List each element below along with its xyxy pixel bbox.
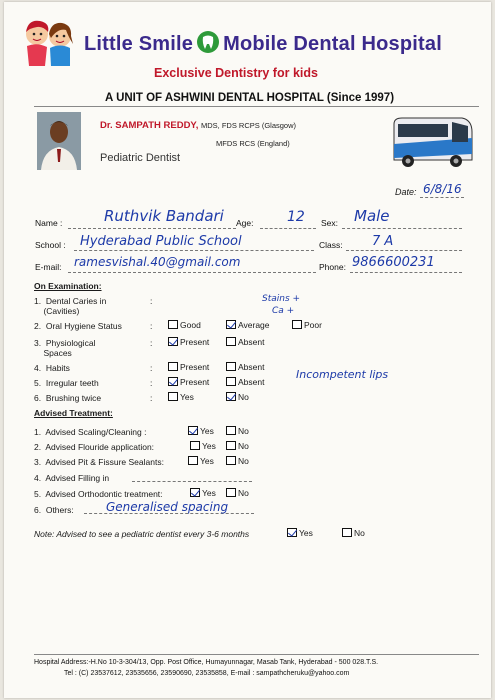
date-line: [420, 197, 464, 198]
habits-absent-checkbox[interactable]: Absent: [226, 362, 264, 372]
exam-item-caries: 1. Dental Caries in (Cavities): [34, 296, 107, 316]
email-label: E-mail:: [35, 262, 62, 272]
age-line: [260, 228, 316, 229]
prescription-sheet: [4, 2, 491, 698]
hygiene-note-calculus: Ca +: [272, 306, 295, 316]
advice-item-sealants: 3. Advised Pit & Fissure Sealants:: [34, 457, 164, 467]
class-line: [346, 250, 462, 251]
doctor-photo: [37, 112, 81, 170]
hygiene-good-checkbox[interactable]: Good: [168, 320, 201, 330]
exam-colon: :: [150, 393, 153, 403]
teeth-absent-checkbox[interactable]: Absent: [226, 377, 264, 387]
class-field[interactable]: 7 A: [372, 234, 394, 249]
kids-logo-icon: [18, 14, 80, 70]
email-line: [68, 272, 316, 273]
header-divider: [34, 106, 479, 107]
exam-item-irregular-teeth: 5. Irregular teeth: [34, 378, 99, 388]
exam-item-brushing: 6. Brushing twice: [34, 393, 102, 403]
hygiene-average-checkbox[interactable]: Average: [226, 320, 270, 330]
sex-label: Sex:: [321, 218, 339, 228]
school-field[interactable]: Hyderabad Public School: [80, 234, 242, 249]
scaling-yes-checkbox[interactable]: Yes: [188, 426, 214, 436]
footer-divider: [34, 654, 479, 655]
spaces-absent-checkbox[interactable]: Absent: [226, 337, 264, 347]
brushing-no-checkbox[interactable]: No: [226, 392, 249, 402]
date-value[interactable]: 6/8/16: [423, 182, 462, 196]
exam-colon: :: [150, 363, 153, 373]
revisit-no-checkbox[interactable]: No: [342, 528, 365, 538]
hygiene-note-stains: Stains +: [262, 294, 301, 304]
orthodontic-no-checkbox[interactable]: No: [226, 488, 249, 498]
mobile-bus-icon: [390, 114, 475, 172]
email-field[interactable]: ramesvishal.40@gmail.com: [74, 255, 241, 269]
revisit-yes-checkbox[interactable]: Yes: [287, 528, 313, 538]
sex-line: [342, 228, 462, 229]
advice-item-others: 6. Others:: [34, 505, 74, 515]
advice-item-fluoride: 2. Advised Flouride application:: [34, 442, 155, 452]
name-field[interactable]: Ruthvik Bandari: [104, 207, 224, 225]
exam-item-hygiene: 2. Oral Hygiene Status: [34, 321, 122, 331]
hospital-address: Hospital Address:-H.No 10-3-304/13, Opp. Post Office, Humayunnagar, Masab Tank, Hyderabad - 500 028.T.S.: [34, 659, 379, 666]
doctor-degrees: MFDS RCS (England): [216, 139, 290, 148]
unit-line: A UNIT OF ASHWINI DENTAL HOSPITAL (Since 1997): [105, 92, 395, 104]
name-label: Name :: [35, 218, 63, 228]
advice-item-orthodontic: 5. Advised Orthodontic treatment:: [34, 489, 163, 499]
phone-line: [350, 272, 462, 273]
filling-line: [132, 481, 252, 482]
hygiene-poor-checkbox[interactable]: Poor: [292, 320, 322, 330]
advice-heading: Advised Treatment:: [34, 408, 113, 418]
exam-item-habits: 4. Habits: [34, 363, 70, 373]
examination-heading: On Examination:: [34, 281, 102, 291]
scaling-no-checkbox[interactable]: No: [226, 426, 249, 436]
school-line: [74, 250, 314, 251]
age-field[interactable]: 12: [287, 209, 305, 225]
name-line: [68, 228, 236, 229]
spaces-present-checkbox[interactable]: Present: [168, 337, 209, 347]
exam-item-spaces: 3. Physiological Spaces: [34, 338, 96, 358]
doctor-role: Pediatric Dentist: [100, 152, 181, 164]
habits-present-checkbox[interactable]: Present: [168, 362, 209, 372]
revisit-note: Note: Advised to see a pediatric dentist every 3-6 months: [34, 529, 250, 539]
doctor-name: Dr. SAMPATH REDDY, MDS, FDS RCPS (Glasgow): [100, 120, 297, 131]
teeth-note: Incompetent lips: [296, 368, 389, 381]
date-label: Date:: [395, 187, 417, 197]
exam-colon: :: [150, 378, 153, 388]
fluoride-yes-checkbox[interactable]: Yes: [190, 441, 216, 451]
advice-item-filling: 4. Advised Filling in: [34, 473, 110, 483]
fluoride-no-checkbox[interactable]: No: [226, 441, 249, 451]
sex-field[interactable]: Male: [354, 207, 390, 225]
teeth-present-checkbox[interactable]: Present: [168, 377, 209, 387]
brushing-yes-checkbox[interactable]: Yes: [168, 392, 194, 402]
sealants-yes-checkbox[interactable]: Yes: [188, 456, 214, 466]
phone-field[interactable]: 9866600231: [352, 255, 435, 270]
orthodontic-yes-checkbox[interactable]: Yes: [190, 488, 216, 498]
hospital-title: Little Smile Mobile Dental Hospital: [84, 30, 442, 56]
age-label: Age:: [236, 218, 254, 228]
hospital-subtitle: Exclusive Dentistry for kids: [154, 66, 318, 80]
school-label: School :: [35, 240, 66, 250]
class-label: Class:: [319, 240, 343, 250]
hospital-contact: Tel : (C) 23537612, 23535656, 23590690, 23535858, E-mail : sampathcheruku@yahoo.com: [64, 670, 350, 677]
others-field[interactable]: Generalised spacing: [106, 500, 229, 514]
phone-label: Phone:: [319, 262, 346, 272]
exam-colon: :: [150, 338, 153, 348]
advice-item-scaling: 1. Advised Scaling/Cleaning :: [34, 427, 147, 437]
sealants-no-checkbox[interactable]: No: [226, 456, 249, 466]
tooth-logo-icon: [197, 30, 219, 54]
exam-colon: :: [150, 321, 153, 331]
exam-colon: :: [150, 296, 153, 306]
